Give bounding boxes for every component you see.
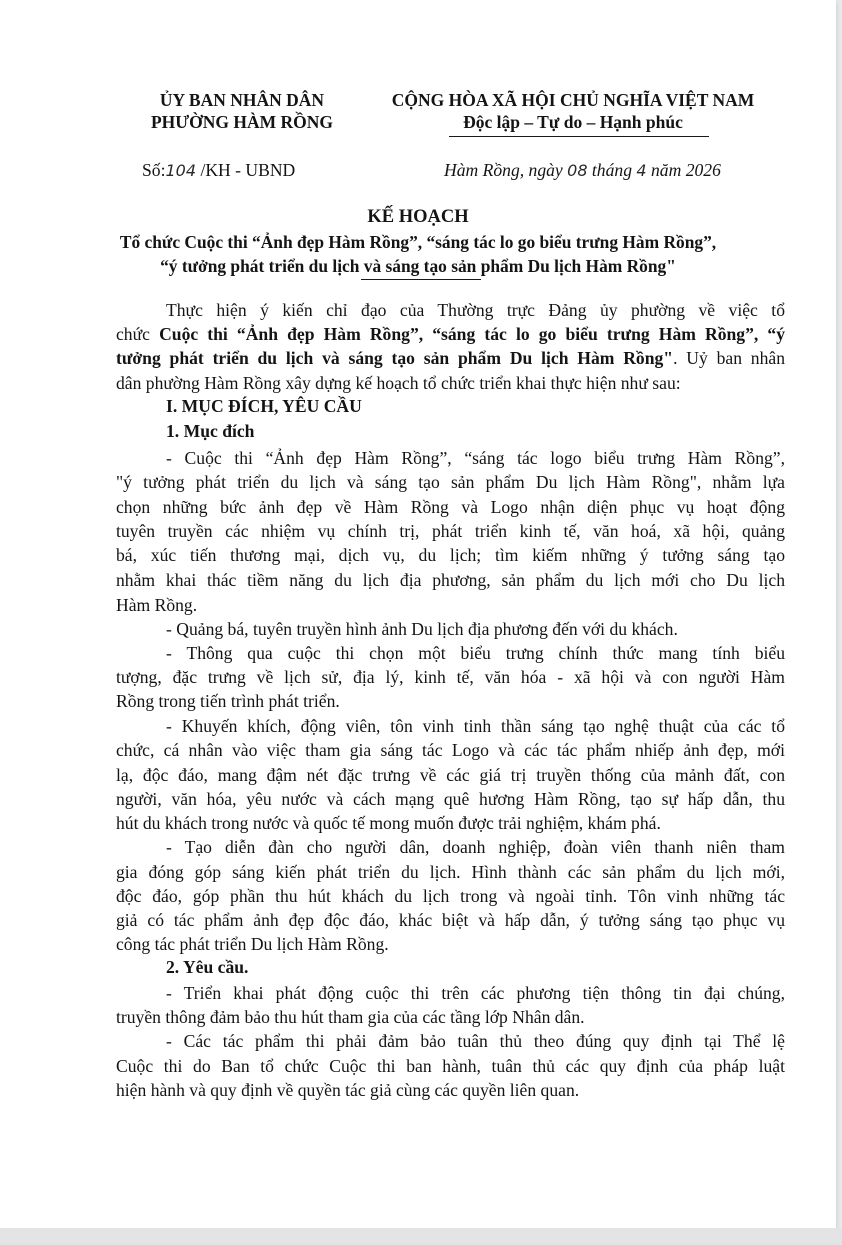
paragraph-line: Cuộc thi do Ban tổ chức Cuộc thi ban hành, tuân thủ các quy định của pháp luật <box>116 1056 785 1076</box>
paragraph-line: lạ, độc đáo, mang đậm nét đặc trưng về các giá trị truyền thống của mảnh đất, con <box>116 765 785 785</box>
document-number <box>142 160 295 181</box>
title-line-1: Tổ chức Cuộc thi “Ảnh đẹp Hàm Rồng”, “sáng tác lo go biểu trưng Hàm Rồng”, <box>119 232 717 252</box>
paragraph-line: giả có tác phẩm ảnh đẹp độc đáo, khác biệt và hấp dẫn, ý tưởng sáng tạo phục vụ <box>116 910 785 930</box>
paragraph-line: Hàm Rồng. <box>116 595 198 615</box>
national-title: CỘNG HÒA XÃ HỘI CHỦ NGHĨA VIỆT NAM <box>391 90 755 110</box>
paragraph-line: Rồng trong tiến trình phát triển. <box>116 691 340 711</box>
intro-plain-text-2: . Uỷ ban nhân <box>673 348 785 368</box>
intro-bold-text: Cuộc thi “Ảnh đẹp Hàm Rồng”, “sáng tác lo go biểu trưng Hàm Rồng”, “ý <box>159 324 785 344</box>
paragraph-line: người, văn hóa, yêu nước và cách mạng quê hương Hàm Rồng, tạo sự hấp dẫn, thu <box>116 789 785 809</box>
title-line-2: “ý tưởng phát triển du lịch và sáng tạo sản phẩm Du lịch Hàm Rồng" <box>160 256 676 276</box>
intro-line-3 <box>116 347 785 370</box>
paragraph-line: - Cuộc thi “Ảnh đẹp Hàm Rồng”, “sáng tác logo biểu trưng Hàm Rồng”, <box>166 448 785 468</box>
intro-line-4: dân phường Hàm Rồng xây dựng kế hoạch tổ chức triển khai thực hiện như sau: <box>116 373 681 393</box>
date-day: 08 <box>567 161 588 180</box>
paragraph-line: chọn những bức ảnh đẹp về Hàm Rồng và Logo nhận diện phục vụ hoạt động <box>116 497 785 517</box>
paragraph-line: hút du khách trong nước và quốc tế mong muốn được trải nghiệm, khám phá. <box>116 813 661 833</box>
date-month: 4 <box>636 161 647 180</box>
intro-line-1: Thực hiện ý kiến chỉ đạo của Thường trực Đảng ủy phường về việc tổ <box>166 300 785 320</box>
subsection-requirements: 2. Yêu cầu. <box>166 957 249 977</box>
agency-name: ỦY BAN NHÂN DÂN <box>159 90 325 110</box>
subsection-purpose: 1. Mục đích <box>166 421 255 441</box>
paragraph-line: - Tạo diễn đàn cho người dân, doanh nghiệp, đoàn viên thanh niên tham <box>166 837 785 857</box>
paragraph-line: "ý tưởng phát triển du lịch và sáng tạo sản phẩm Du lịch Hàm Rồng", nhằm lựa <box>116 472 785 492</box>
paragraph-line: tuyên truyền các nhiệm vụ chính trị, phát triển kinh tế, văn hoá, xã hội, quảng <box>116 521 785 541</box>
motto-underline <box>449 136 709 137</box>
paragraph-line: - Quảng bá, tuyên truyền hình ảnh Du lịch địa phương đến với du khách. <box>166 619 678 639</box>
date-month-label: tháng <box>591 160 632 180</box>
intro-plain-text: chức <box>116 324 150 344</box>
document-date <box>444 160 721 181</box>
screen-background-strip <box>0 1228 842 1245</box>
paragraph-line: truyền thông đảm bảo thu hút tham gia của các tầng lớp Nhân dân. <box>116 1007 585 1027</box>
intro-bold-text-2: tưởng phát triển du lịch và sáng tạo sản phẩm Du lịch Hàm Rồng" <box>116 348 674 368</box>
document-title: KẾ HOẠCH <box>367 207 469 227</box>
paragraph-line: gia đóng góp sáng kiến phát triển du lịch. Hình thành các sản phẩm du lịch mới, <box>116 862 785 882</box>
agency-ward: PHƯỜNG HÀM RỒNG <box>150 112 334 132</box>
doc-number-value: 104 <box>165 161 197 180</box>
national-motto: Độc lập – Tự do – Hạnh phúc <box>463 112 683 132</box>
paragraph-line: hiện hành và quy định về quyền tác giả cùng các quyền liên quan. <box>116 1080 580 1100</box>
paragraph-line: chức, cá nhân vào việc tham gia sáng tác Logo và các tác phẩm nhiếp ảnh đẹp, mới <box>116 740 785 760</box>
paragraph-line: - Các tác phẩm thi phải đảm bảo tuân thủ theo đúng quy định tại Thể lệ <box>166 1031 785 1051</box>
section-heading-1: I. MỤC ĐÍCH, YÊU CẦU <box>166 396 362 416</box>
title-underline <box>361 279 481 280</box>
intro-line-2 <box>116 323 785 346</box>
paragraph-line: nhằm khai thác tiềm năng du lịch địa phương, sản phẩm du lịch mới cho Du lịch <box>116 570 785 590</box>
paragraph-line: - Khuyến khích, động viên, tôn vinh tinh thần sáng tạo nghệ thuật của các tổ <box>166 716 785 736</box>
doc-number-suffix: /KH - UBND <box>200 160 296 180</box>
doc-number-prefix: Số: <box>142 160 166 180</box>
paragraph-line: bá, xúc tiến thương mại, dịch vụ, du lịch; tìm kiếm những ý tưởng sáng tạo <box>116 545 785 565</box>
paragraph-line: độc đáo, góp phần thu hút khách du lịch trong và ngoài tỉnh. Tôn vinh những tác <box>116 886 785 906</box>
date-place: Hàm Rồng, ngày <box>444 160 563 180</box>
date-year: năm 2026 <box>651 160 721 180</box>
paragraph-line: - Thông qua cuộc thi chọn một biểu trưng chính thức mang tính biểu <box>166 643 785 663</box>
paragraph-line: công tác phát triển Du lịch Hàm Rồng. <box>116 934 389 954</box>
paragraph-line: tượng, đặc trưng về lịch sử, địa lý, kinh tế, văn hóa - xã hội và con người Hàm <box>116 667 785 687</box>
paragraph-line: - Triển khai phát động cuộc thi trên các phương tiện thông tin đại chúng, <box>166 983 785 1003</box>
